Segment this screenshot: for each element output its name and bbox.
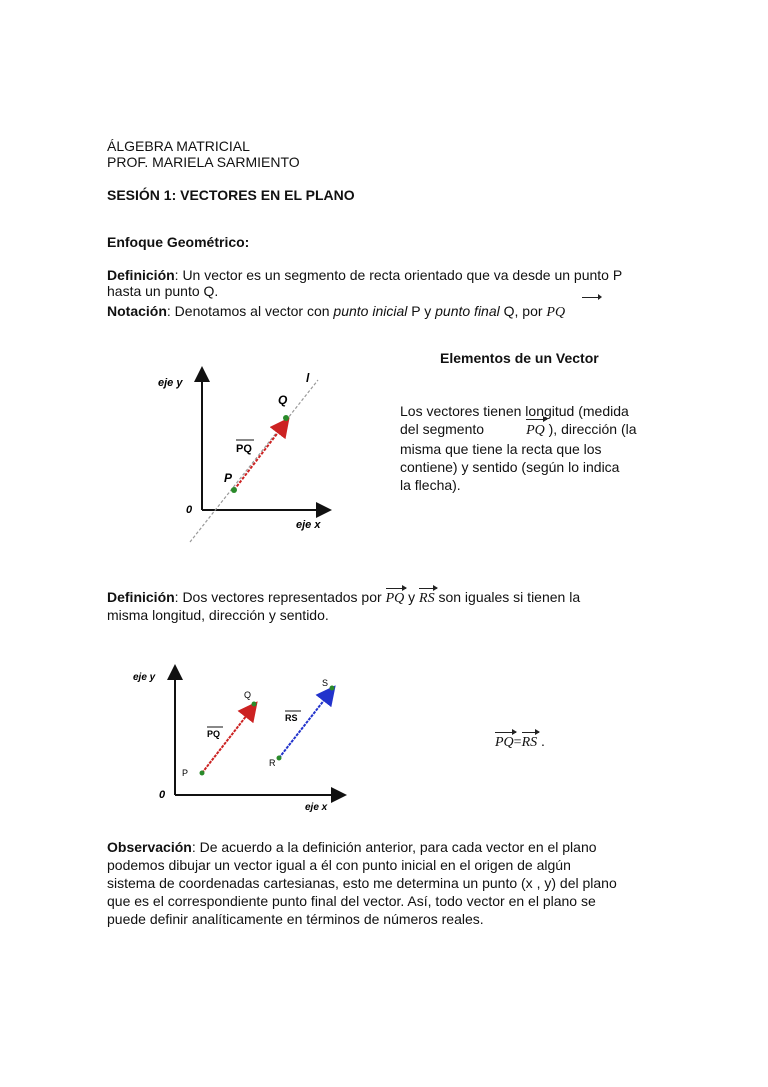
elements-segment-symbol: PQ: [526, 423, 545, 438]
definition-1-line-1: [107, 267, 622, 283]
definition-2-symbol-pq: PQ: [385, 591, 405, 606]
fig2-point-p-dot: [200, 771, 205, 776]
approach-heading: Enfoque Geométrico:: [107, 234, 250, 250]
notation-arrow-head: [598, 294, 602, 300]
fig2-vector2-label: RS: [285, 713, 298, 723]
fig2-q-label: Q: [244, 690, 252, 700]
fig2-s-label: S: [322, 678, 329, 688]
notation-final-point: punto final: [435, 303, 500, 319]
fig1-point-q-dot: [283, 415, 289, 421]
notation-text-c: Q, por: [499, 303, 547, 319]
fig2-vector-rs: [279, 690, 332, 758]
notation-text-a: : Denotamos al vector con: [166, 303, 334, 319]
fig1-vector-label: PQ: [236, 443, 252, 455]
definition-1-line-2: hasta un punto Q.: [107, 283, 219, 299]
notation-initial-point: punto inicial: [333, 303, 408, 319]
fig2-point-q-dot: [252, 702, 257, 707]
fig2-x-label: eje x: [305, 802, 328, 813]
figure-equal-vectors: [125, 660, 375, 815]
fig1-q-label: Q: [278, 393, 288, 407]
elements-line-5: la flecha).: [400, 477, 461, 493]
observation-line-4: que es el correspondiente punto final del vector. Así, todo vector en el plano se: [107, 893, 596, 909]
fig2-vector1-label: PQ: [207, 729, 221, 739]
fig1-line-l-label: l: [306, 371, 310, 385]
fig2-p-label: P: [182, 768, 189, 778]
course-title: ÁLGEBRA MATRICIAL: [107, 138, 250, 154]
elements-line-3: misma que tiene la recta que los: [400, 441, 602, 457]
fig1-origin-label: 0: [186, 504, 193, 516]
figure-vector-diagram: [150, 360, 340, 545]
elements-line-2: [400, 420, 637, 440]
definition-2-label: Definición: [107, 589, 175, 605]
fig1-line-l: [190, 380, 318, 542]
definition-1-text: : Un vector es un segmento de recta orientado que va desde un punto P: [174, 267, 623, 283]
equality-right: RS: [521, 735, 538, 750]
elements-line-4: contiene) y sentido (según lo indica: [400, 459, 620, 475]
elements-line-2-a: del segmento: [400, 421, 485, 437]
fig2-point-r-dot: [277, 756, 282, 761]
professor-name: PROF. MARIELA SARMIENTO: [107, 154, 300, 170]
notation-line: [107, 303, 565, 321]
notation-text-b: P y: [407, 303, 436, 319]
notation-symbol: PQ: [546, 305, 566, 320]
observation-line-2: podemos dibujar un vector igual a él con punto inicial en el origen de algún: [107, 857, 571, 873]
notation-label: Notación: [107, 303, 167, 319]
observation-text-1: : De acuerdo a la definición anterior, para cada vector en el plano: [191, 839, 597, 855]
elements-title: Elementos de un Vector: [440, 350, 599, 366]
fig1-x-label: eje x: [296, 519, 321, 531]
definition-2-text-c: son iguales si tienen la: [434, 589, 581, 605]
equality-left: PQ: [495, 735, 514, 750]
fig1-p-label: P: [224, 471, 233, 485]
observation-line-3: sistema de coordenadas cartesianas, esto me determina un punto (x , y) del plano: [107, 875, 617, 891]
fig2-y-label: eje y: [133, 672, 156, 683]
observation-label: Observación: [107, 839, 192, 855]
fig2-vector-pq: [202, 706, 254, 773]
fig1-vector-pq: [234, 422, 286, 490]
observation-line-1: [107, 838, 597, 856]
equality-sign: =: [513, 735, 522, 750]
definition-2-line-1: [107, 589, 580, 607]
fig2-origin-label: 0: [159, 789, 166, 801]
equality-end: .: [537, 733, 545, 749]
definition-2-text-a: : Dos vectores representados por: [174, 589, 386, 605]
definition-1-label: Definición: [107, 267, 175, 283]
fig1-point-p-dot: [231, 487, 237, 493]
definition-2-text-b: y: [404, 589, 420, 605]
fig2-r-label: R: [269, 758, 276, 768]
observation-line-5: puede definir analíticamente en términos de números reales.: [107, 911, 484, 927]
fig2-point-s-dot: [330, 686, 335, 691]
definition-2-line-2: misma longitud, dirección y sentido.: [107, 607, 329, 623]
session-title: SESIÓN 1: VECTORES EN EL PLANO: [107, 187, 355, 203]
vector-equality: [495, 733, 545, 751]
elements-line-1: Los vectores tienen longitud (medida: [400, 403, 629, 419]
definition-2-symbol-rs: RS: [419, 591, 435, 606]
fig1-y-label: eje y: [158, 377, 183, 389]
elements-line-2-b: ), dirección (la: [544, 421, 637, 437]
